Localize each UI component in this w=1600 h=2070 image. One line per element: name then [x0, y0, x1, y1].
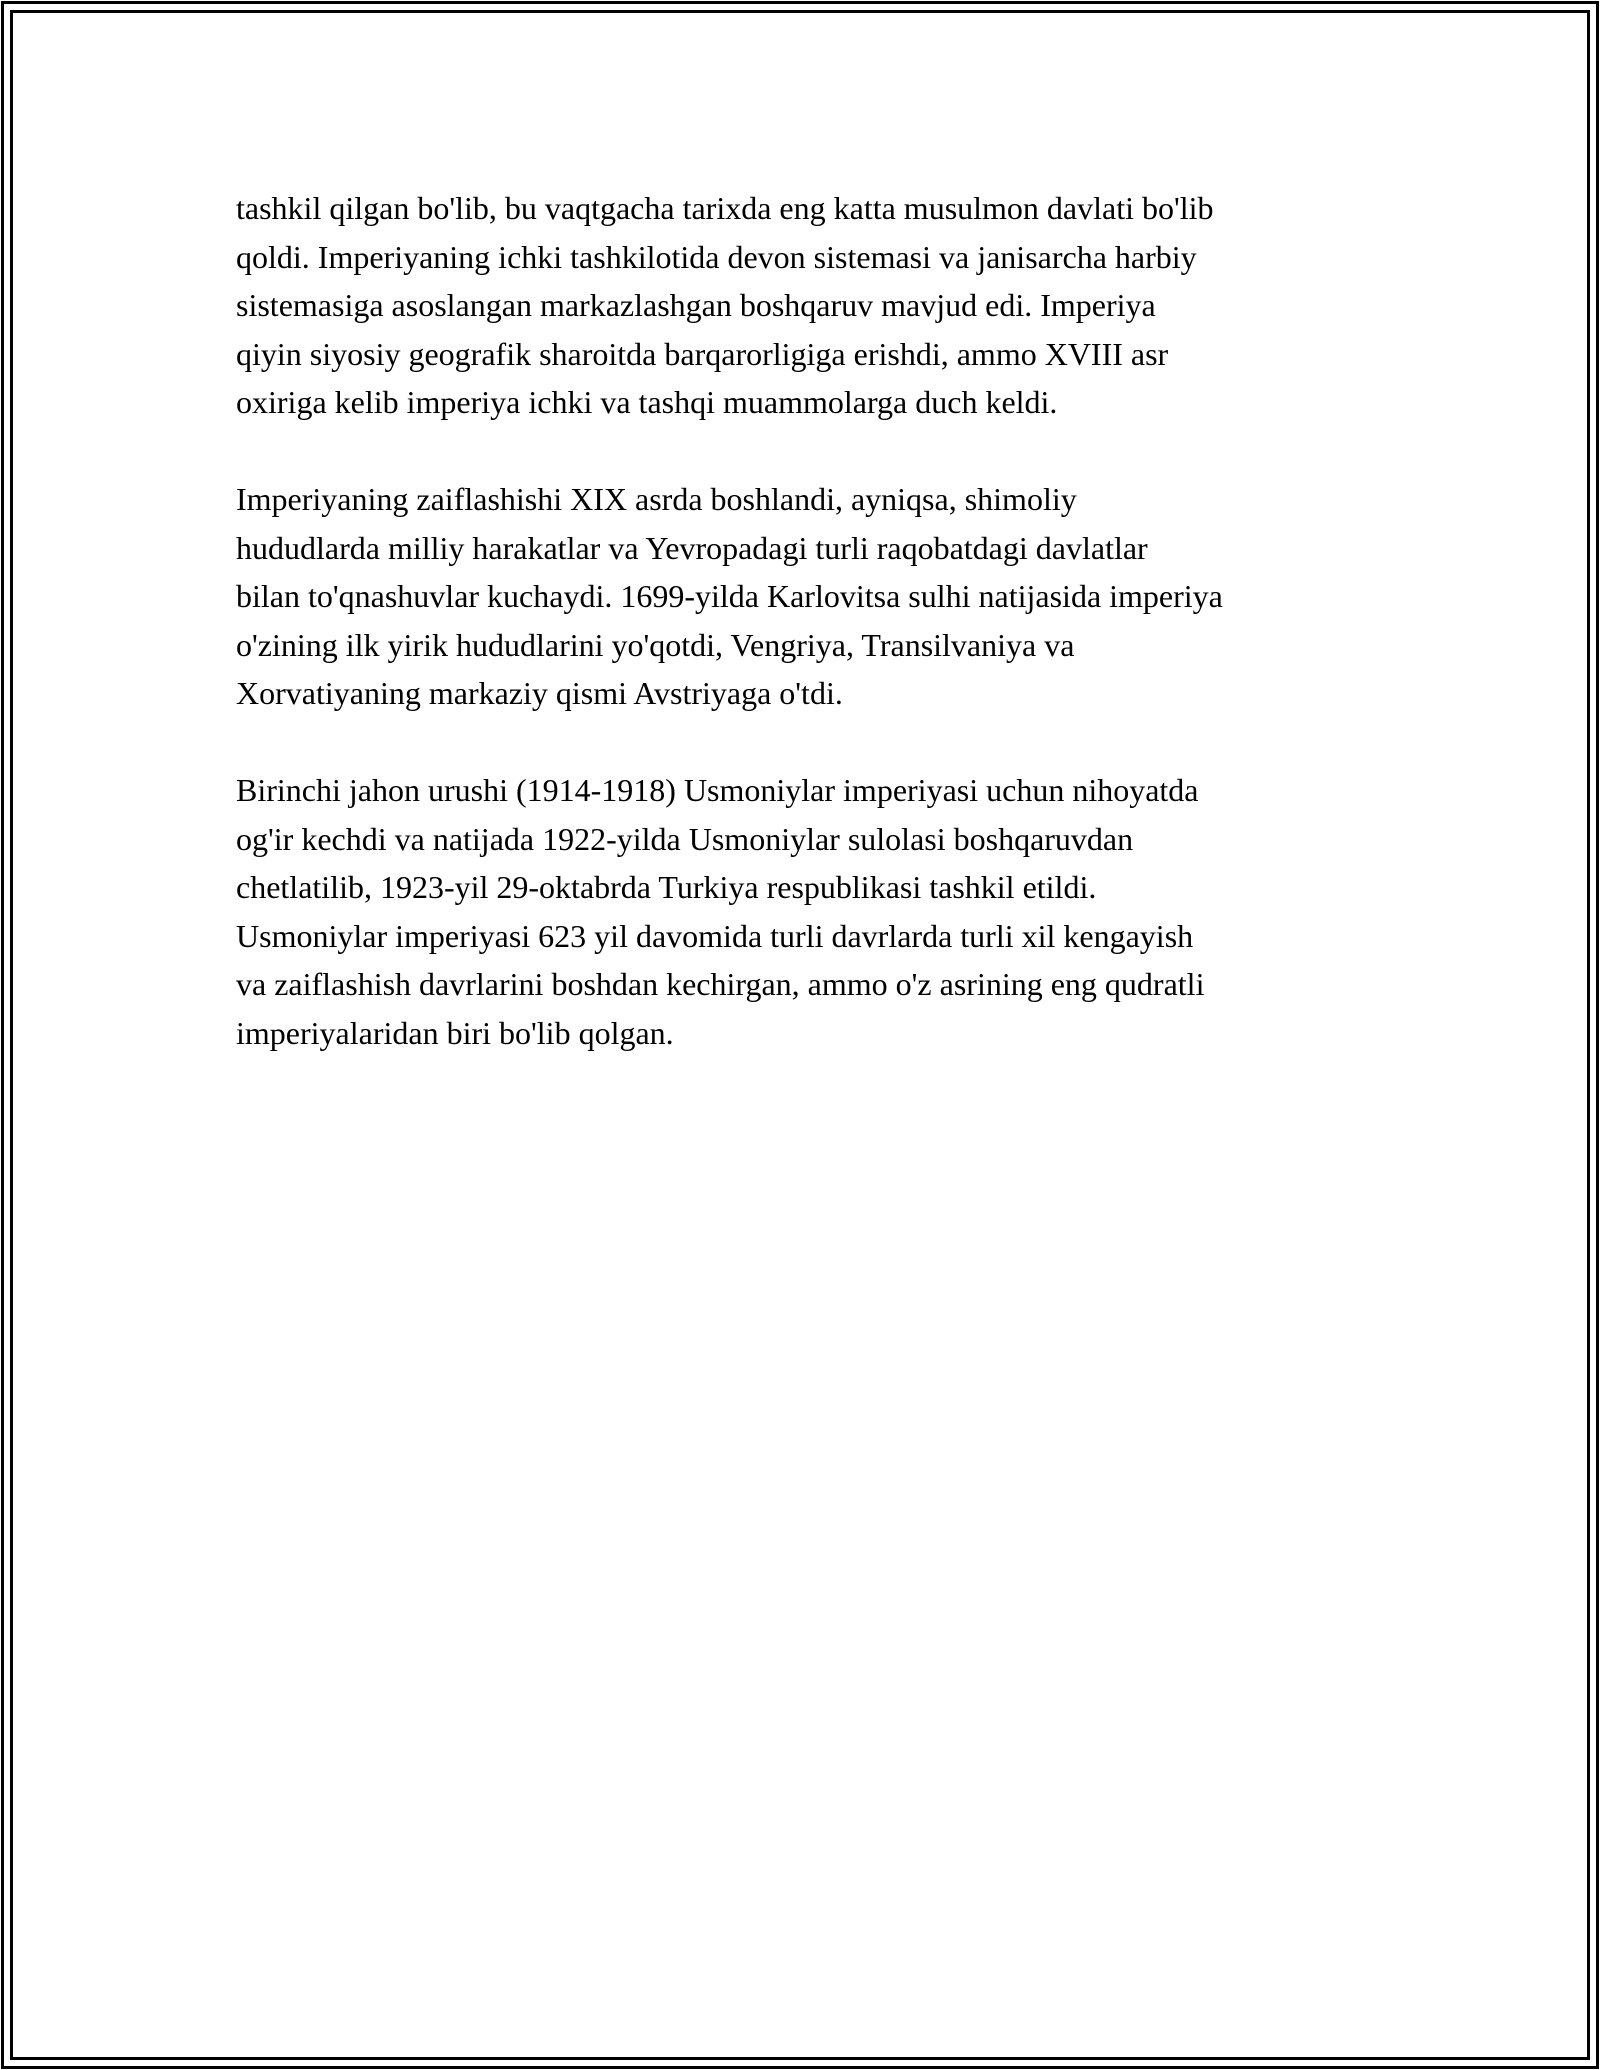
paragraph-line: o'zining ilk yirik hududlarini yo'qotdi, Vengriya, Transilvaniya va	[236, 626, 1075, 663]
paragraph-line: bilan to'qnashuvlar kuchaydi. 1699-yilda Karlovitsa sulhi natijasida imperiya	[236, 578, 1223, 614]
paragraph-line: Birinchi jahon urushi (1914-1918) Usmoniylar imperiyasi uchun nihoyatda	[236, 772, 1199, 808]
paragraph-line: va zaiflashish davrlarini boshdan kechirgan, ammo o'z asrining eng qudratli	[236, 966, 1205, 1002]
paragraph-line: sistemasiga asoslangan markazlashgan boshqaruv mavjud edi. Imperiya	[236, 287, 1156, 323]
paragraph-line: Xorvatiyaning markaziy qismi Avstriyaga o'tdi.	[236, 675, 843, 711]
paragraph-3	[236, 766, 1376, 1057]
paragraph-line: imperiyalaridan biri bo'lib qolgan.	[236, 1014, 674, 1051]
paragraph-2	[236, 475, 1376, 718]
paragraph-line: Usmoniylar imperiyasi 623 yil davomida turli davrlarda turli xil kengayish	[236, 917, 1194, 954]
paragraph-line: chetlatilib, 1923-yil 29-oktabrda Turkiya respublikasi tashkil etildi.	[236, 869, 1097, 905]
document-body	[236, 184, 1376, 1106]
paragraph-line: oxiriga kelib imperiya ichki va tashqi muammolarga duch keldi.	[236, 384, 1058, 420]
paragraph-line: tashkil qilgan bo'lib, bu vaqtgacha tarixda eng katta musulmon davlati bo'lib	[236, 190, 1214, 226]
paragraph-line: qoldi. Imperiyaning ichki tashkilotida devon sistemasi va janisarcha harbiy	[236, 238, 1197, 275]
paragraph-line: qiyin siyosiy geografik sharoitda barqarorligiga erishdi, ammo XVIII asr	[236, 335, 1169, 372]
paragraph-line: og'ir kechdi va natijada 1922-yilda Usmoniylar sulolasi boshqaruvdan	[236, 820, 1134, 857]
paragraph-line: hududlarda milliy harakatlar va Yevropadagi turli raqobatdagi davlatlar	[236, 529, 1148, 566]
paragraph-line: Imperiyaning zaiflashishi XIX asrda boshlandi, ayniqsa, shimoliy	[236, 481, 1077, 517]
paragraph-1	[236, 184, 1376, 427]
